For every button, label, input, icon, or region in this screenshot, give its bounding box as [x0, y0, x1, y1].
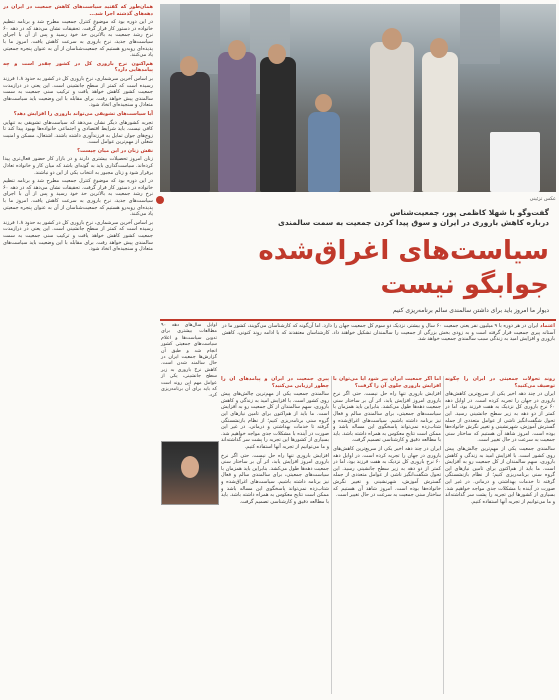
author-portrait — [161, 441, 219, 505]
answer-2: بر اساس آخرین سرشماری، نرخ باروری کل در کشور به حدود ۱.۸ فرزند رسیده است که کمتر از سطح جانشینی است. این یعنی در درازمدت جمعیت کشور کاهش خواهد یافت و ترکیب سنی جمعیت به سمت سالمندی پیش خواهد رفت. برای مقابله با این وضعیت باید سیاست‌های متعادل و سنجیده‌ای اتخاذ شود. — [3, 75, 153, 109]
body-answer-1: ایران در چند دهه اخیر یکی از سریع‌ترین کاهش‌های باروری در جهان را تجربه کرده است. در اوایل دهه ۶۰ نرخ باروری کل نزدیک به هفت فرزند بود، اما در کمتر از دو دهه به زیر سطح جانشینی رسید. این تحول شگفت‌انگیز ناشی از عوامل متعددی از جمله گسترش آموزش، شهرنشینی و تغییر نگرش خانواده‌ها بوده است. امروز شاهد آن هستیم که ساختار سنی جمعیت به سرعت در حال تغییر است. — [445, 391, 555, 444]
answer-3: تجربه کشورهای دیگر نشان می‌دهد که سیاست‌های تشویقی به تنهایی کافی نیست. باید شرایط اقتصادی و اجتماعی خانواده‌ها بهبود پیدا کند تا زوج‌های جوان تمایل به فرزندآوری داشته باشند. اشتغال، مسکن و امنیت شغلی از مهم‌ترین عوامل است. — [3, 119, 153, 146]
kicker — [229, 208, 549, 228]
answer-4: زنان امروز تحصیلات بیشتری دارند و در بازار کار حضور فعال‌تری پیدا کرده‌اند. سیاست‌گذاری باید به گونه‌ای باشد که میان کار و خانواده تعادل برقرار شود و زنان مجبور به انتخاب یکی از این دو نباشند. — [3, 156, 153, 176]
kicker-line-1: گفت‌وگو با شهلا کاظمی پور، جمعیت‌شناس — [390, 208, 549, 217]
body-question-2: اما اگر جمعیت ایران پیر شود آیا می‌توان با افزایش باروری جلوی آن را گرفت؟ — [333, 376, 441, 389]
photo-caption: عکس تزئینی — [529, 196, 556, 202]
body-answer-2b: ایران در چند دهه اخیر یکی از سریع‌ترین کاهش‌های باروری در جهان را تجربه کرده است. در اوایل دهه ۶۰ نرخ باروری کل نزدیک به هفت فرزند بود، اما در کمتر از دو دهه به زیر سطح جانشینی رسید. این تحول شگفت‌انگیز ناشی از عوامل متعددی از جمله گسترش آموزش، شهرنشینی و تغییر نگرش خانواده‌ها بوده است. امروز شاهد آن هستیم که ساختار سنی جمعیت به سرعت در حال تغییر است. — [333, 445, 441, 499]
answer-2-repeat: بر اساس آخرین سرشماری، نرخ باروری کل در کشور به حدود ۱.۸ فرزند رسیده است که کمتر از سطح جانشینی است. این یعنی در درازمدت جمعیت کشور کاهش خواهد یافت و ترکیب سنی جمعیت به سمت سالمندی پیش خواهد رفت. برای مقابله با این وضعیت باید سیاست‌های متعادل و سنجیده‌ای اتخاذ شود. — [3, 219, 153, 253]
body-column-1 — [445, 376, 555, 694]
divider — [160, 319, 556, 321]
question-1: همان‌طور که گفتید سیاست‌های کاهش جمعیت در ایران در دهه‌های گذشته اجرا شد... — [3, 4, 153, 17]
body-column-2 — [333, 376, 441, 694]
subheadline: دیوار ما امروز باید برای داشتن سالمندی سالم برنامه‌ریزی کنیم — [392, 307, 549, 314]
body-answer-2: افزایش باروری تنها راه حل نیست. حتی اگر نرخ باروری امروز افزایش یابد، اثر آن بر ساختار سنی جمعیت دهه‌ها طول می‌کشد. بنابراین باید همزمان با سیاست‌های جمعیتی، برای سالمندی سالم و فعال نیز برنامه داشته باشیم. سیاست‌های اغراق‌شده و شتاب‌زده نمی‌تواند پاسخگوی این مساله باشد و ممکن است نتایج معکوس به همراه داشته باشد. باید با مطالعه دقیق و کارشناسی تصمیم گرفت. — [333, 391, 441, 444]
lead-label: اعتماد — [540, 323, 555, 329]
headline-line-1: سیاست‌های اغراق‌شده — [258, 236, 549, 266]
answer-1-repeat: در این دوره بود که موضوع کنترل جمعیت مطرح شد و برنامه تنظیم خانواده در دستور کار قرار گرفت. تحقیقات نشان می‌دهد که در دهه ۶۰ نرخ رشد جمعیت به بالاترین حد خود رسید و پس از آن با اجرای سیاست‌های جدید، نرخ باروری به سرعت کاهش یافت. امروز ما با پدیده‌ای روبه‌رو هستیم که جمعیت‌شناسان از آن به عنوان پنجره جمعیتی یاد می‌کنند. — [3, 178, 153, 218]
body-answer-3: سالمندی جمعیت یکی از مهم‌ترین چالش‌های پیش روی کشور است. با افزایش امید به زندگی و کاهش باروری، سهم سالمندان از کل جمعیت رو به افزایش است. ما باید از هم‌اکنون برای تامین نیازهای این گروه سنی برنامه‌ریزی کنیم؛ از نظام بازنشستگی گرفته تا خدمات بهداشتی و درمانی. در غیر این صورت در آینده با مشکلات جدی مواجه خواهیم شد. بسیاری از کشورها این تجربه را پشت سر گذاشته‌اند و ما می‌توانیم از تجربه آنها استفاده کنیم. — [221, 391, 329, 450]
question-4: نقش زنان در این میان چیست؟ — [77, 147, 153, 154]
body-question-3: پیری جمعیت در ایران و پیامدهای آن را چطور ارزیابی می‌کنید؟ — [221, 376, 329, 389]
question-2: هم‌اکنون نرخ باروری کل در کشور چقدر است و چه پیامدهایی دارد؟ — [3, 60, 153, 74]
left-article-column — [3, 4, 153, 696]
headline — [219, 234, 549, 302]
column-divider — [443, 376, 444, 694]
headline-line-2: جوابگو نیست — [380, 270, 549, 300]
lead-text: ایران در هر دوره با ۹ میلیون نفر یعنی جمعیت ۶۰ سال و بیشتر، نزدیک دو سوم کل جمعیت جهان را دارد. اما آن‌گونه که کارشناسان می‌گویند، کشور ما در آستانه پیری جمعیت قرار گرفته است و به زودی بخش بزرگی از جمعیت را سالمندان تشکیل خواهند داد. کارشناسان معتقدند که با ادامه روند کنونی، کاهش باروری و افزایش امید به زندگی سبب سالمندی جمعیت خواهد شد. — [222, 323, 555, 342]
column-divider — [331, 376, 332, 694]
kicker-line-2: درباره کاهش باروری در ایران و سوق پیدا کردن جمعیت به سمت سالمندی — [277, 218, 549, 227]
body-column-3 — [221, 376, 329, 694]
lead-paragraph — [222, 323, 555, 373]
bio-text: اوایل سال‌های دهه ۹۰ مطالعات بیشتری برای تدوین سیاست‌ها و اعلام سیاست‌های جمعیتی کشور انجام شد و طبق آن گزارش‌ها جمعیت ایران در حال سالمند شدن است. کاهش نرخ باروری به زیر سطح جانشینی، یکی از عوامل مهم این روند است که باید برای آن برنامه‌ریزی کرد. — [161, 323, 217, 399]
question-3: آیا سیاست‌های تشویقی می‌تواند باروری را افزایش دهد؟ — [13, 110, 153, 117]
street-photo — [160, 4, 556, 192]
body-answer-1b: سالمندی جمعیت یکی از مهم‌ترین چالش‌های پیش روی کشور است. با افزایش امید به زندگی و کاهش باروری، سهم سالمندان از کل جمعیت رو به افزایش است. ما باید از هم‌اکنون برای تامین نیازهای این گروه سنی برنامه‌ریزی کنیم؛ از نظام بازنشستگی گرفته تا خدمات بهداشتی و درمانی. در غیر این صورت در آینده با مشکلات جدی مواجه خواهیم شد. بسیاری از کشورها این تجربه را پشت سر گذاشته‌اند و ما می‌توانیم از تجربه آنها استفاده کنیم. — [445, 445, 555, 505]
answer-1: در این دوره بود که موضوع کنترل جمعیت مطرح شد و برنامه تنظیم خانواده در دستور کار قرار گرفت. تحقیقات نشان می‌دهد که در دهه ۶۰ نرخ رشد جمعیت به بالاترین حد خود رسید و پس از آن با اجرای سیاست‌های جدید، نرخ باروری به سرعت کاهش یافت. امروز ما با پدیده‌ای روبه‌رو هستیم که جمعیت‌شناسان از آن به عنوان پنجره جمعیتی یاد می‌کنند. — [3, 19, 153, 59]
body-question-1: روند تحولات جمعیتی در ایران را چگونه توصیف می‌کنید؟ — [445, 376, 555, 389]
body-answer-3b: افزایش باروری تنها راه حل نیست. حتی اگر نرخ باروری امروز افزایش یابد، اثر آن بر ساختار سنی جمعیت دهه‌ها طول می‌کشد. بنابراین باید همزمان با سیاست‌های جمعیتی، برای سالمندی سالم و فعال نیز برنامه داشته باشیم. سیاست‌های اغراق‌شده و شتاب‌زده نمی‌تواند پاسخگوی این مساله باشد و ممکن است نتایج معکوس به همراه داشته باشد. باید با مطالعه دقیق و کارشناسی تصمیم گرفت. — [221, 452, 329, 505]
